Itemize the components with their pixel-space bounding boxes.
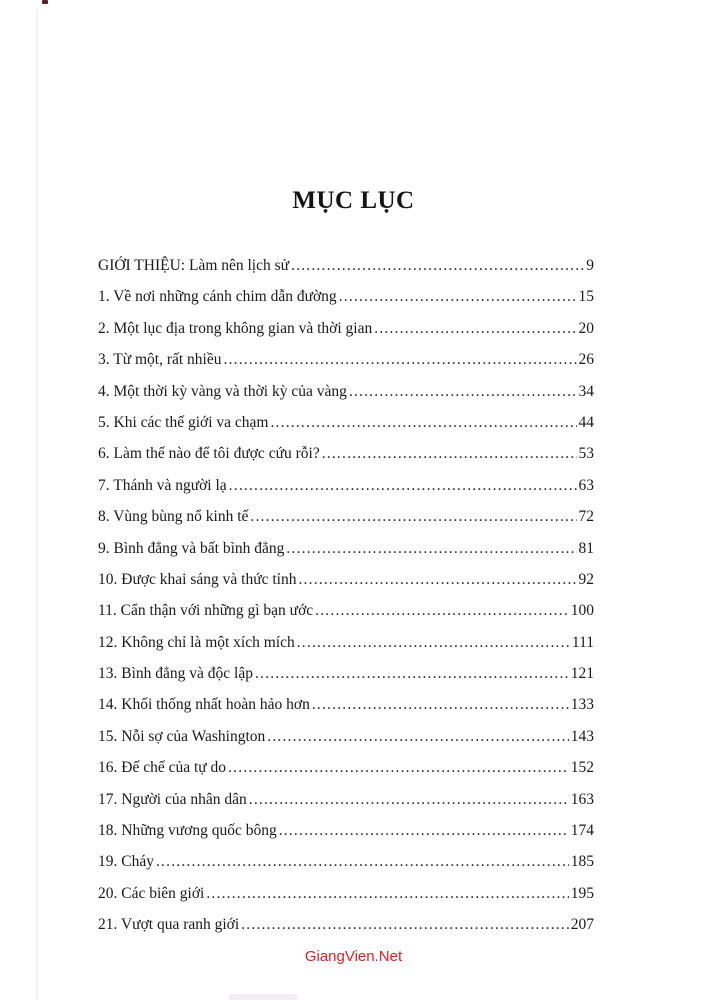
dot-leader bbox=[156, 853, 569, 871]
toc-entry-label: 16. Đế chế của tự do bbox=[98, 759, 227, 777]
toc-entry-1[interactable] bbox=[98, 288, 594, 319]
toc-entry-page: 152 bbox=[570, 759, 594, 777]
toc-entry-label: 3. Từ một, rất nhiều bbox=[98, 351, 222, 369]
toc-entry-page: 72 bbox=[578, 508, 594, 526]
page-edge bbox=[36, 8, 38, 1000]
dot-leader bbox=[270, 414, 576, 432]
toc-entry-20[interactable] bbox=[98, 885, 594, 916]
toc-entry-page: 20 bbox=[578, 319, 594, 337]
toc-entry-label: 21. Vượt qua ranh giới bbox=[98, 916, 240, 934]
scan-smudge bbox=[228, 994, 298, 1000]
dot-leader bbox=[229, 477, 577, 495]
toc-entry-label: 11. Cẩn thận với những gì bạn ước bbox=[98, 602, 314, 620]
toc-entry-intro[interactable] bbox=[98, 257, 594, 288]
toc-entry-18[interactable] bbox=[98, 822, 594, 853]
toc-entry-16[interactable] bbox=[98, 759, 594, 790]
toc-entry-21[interactable] bbox=[98, 916, 594, 947]
toc-entry-page: 53 bbox=[578, 445, 594, 463]
dot-leader bbox=[298, 571, 576, 589]
toc-entry-15[interactable] bbox=[98, 728, 594, 759]
toc-entry-page: 163 bbox=[570, 790, 594, 808]
dot-leader bbox=[250, 508, 576, 526]
toc-entry-6[interactable] bbox=[98, 445, 594, 476]
toc-entry-label: 19. Cháy bbox=[98, 853, 154, 871]
toc-entry-page: 63 bbox=[578, 476, 594, 494]
toc-entry-11[interactable] bbox=[98, 602, 594, 633]
dot-leader bbox=[228, 759, 569, 777]
toc-entry-page: 195 bbox=[570, 884, 594, 902]
toc-entry-page: 111 bbox=[571, 633, 594, 651]
toc-entry-page: 100 bbox=[570, 602, 594, 620]
toc-entry-label: 10. Được khai sáng và thức tỉnh bbox=[98, 570, 297, 588]
dot-leader bbox=[322, 445, 577, 463]
toc-entry-5[interactable] bbox=[98, 414, 594, 445]
toc-entry-label: 1. Về nơi những cánh chim dẫn đường bbox=[98, 288, 337, 306]
toc-entry-label: 15. Nỗi sợ của Washington bbox=[98, 727, 266, 745]
toc-entry-label: 2. Một lục địa trong không gian và thời gian bbox=[98, 319, 373, 337]
toc-entry-page: 121 bbox=[570, 665, 594, 683]
dot-leader bbox=[374, 320, 576, 338]
toc-entry-page: 174 bbox=[570, 822, 594, 840]
dot-leader bbox=[315, 602, 569, 620]
toc-entry-label: GIỚI THIỆU: Làm nên lịch sử bbox=[98, 257, 290, 274]
toc-entry-3[interactable] bbox=[98, 351, 594, 382]
toc-entry-label: 18. Những vương quốc bông bbox=[98, 822, 277, 840]
toc-entry-label: 9. Bình đẳng và bất bình đẳng bbox=[98, 539, 285, 557]
toc-entry-label: 7. Thánh và người lạ bbox=[98, 476, 227, 494]
toc-entry-label: 8. Vùng bùng nổ kinh tế bbox=[98, 508, 249, 526]
toc-entry-page: 26 bbox=[578, 351, 594, 369]
dot-leader bbox=[224, 351, 577, 369]
watermark: GiangVien.Net bbox=[304, 948, 403, 965]
dot-leader bbox=[279, 822, 569, 840]
dot-leader bbox=[297, 634, 570, 652]
toc-entry-label: 5. Khi các thế giới va chạm bbox=[98, 413, 269, 431]
toc-entry-label: 14. Khối thống nhất hoàn hảo hơn bbox=[98, 696, 310, 714]
toc-entry-19[interactable] bbox=[98, 853, 594, 884]
toc-entry-page: 81 bbox=[578, 539, 594, 557]
toc-entry-label: 17. Người của nhân dân bbox=[98, 790, 247, 808]
corner-mark bbox=[42, 0, 48, 4]
toc-entry-page: 207 bbox=[570, 916, 594, 934]
toc-entry-8[interactable] bbox=[98, 508, 594, 539]
toc-entry-10[interactable] bbox=[98, 571, 594, 602]
toc-entry-page: 92 bbox=[578, 570, 594, 588]
dot-leader bbox=[206, 885, 568, 903]
toc-entry-page: 133 bbox=[570, 696, 594, 714]
toc-entry-page: 44 bbox=[578, 413, 594, 431]
table-of-contents bbox=[98, 257, 594, 948]
dot-leader bbox=[255, 665, 569, 683]
toc-entry-page: 34 bbox=[578, 382, 594, 400]
toc-entry-9[interactable] bbox=[98, 540, 594, 571]
toc-entry-14[interactable] bbox=[98, 696, 594, 727]
toc-entry-page: 185 bbox=[570, 853, 594, 871]
dot-leader bbox=[267, 728, 569, 746]
toc-entry-12[interactable] bbox=[98, 634, 594, 665]
toc-entry-17[interactable] bbox=[98, 791, 594, 822]
toc-entry-4[interactable] bbox=[98, 383, 594, 414]
toc-entry-label: 4. Một thời kỳ vàng và thời kỳ của vàng bbox=[98, 382, 347, 400]
toc-entry-13[interactable] bbox=[98, 665, 594, 696]
toc-entry-2[interactable] bbox=[98, 320, 594, 351]
toc-entry-label: 12. Không chỉ là một xích mích bbox=[98, 633, 295, 651]
toc-entry-page: 9 bbox=[586, 257, 594, 274]
toc-entry-label: 13. Bình đẳng và độc lập bbox=[98, 665, 253, 683]
dot-leader bbox=[286, 540, 576, 558]
page-title: MỤC LỤC bbox=[292, 186, 415, 214]
dot-leader bbox=[249, 791, 569, 809]
toc-entry-label: 6. Làm thế nào để tôi được cứu rỗi? bbox=[98, 445, 320, 463]
dot-leader bbox=[349, 383, 577, 401]
dot-leader bbox=[312, 696, 569, 714]
toc-entry-page: 143 bbox=[570, 727, 594, 745]
toc-entry-7[interactable] bbox=[98, 477, 594, 508]
toc-entry-page: 15 bbox=[578, 288, 594, 306]
dot-leader bbox=[241, 916, 569, 934]
toc-entry-label: 20. Các biên giới bbox=[98, 884, 205, 902]
dot-leader bbox=[339, 288, 577, 306]
dot-leader bbox=[291, 257, 584, 275]
